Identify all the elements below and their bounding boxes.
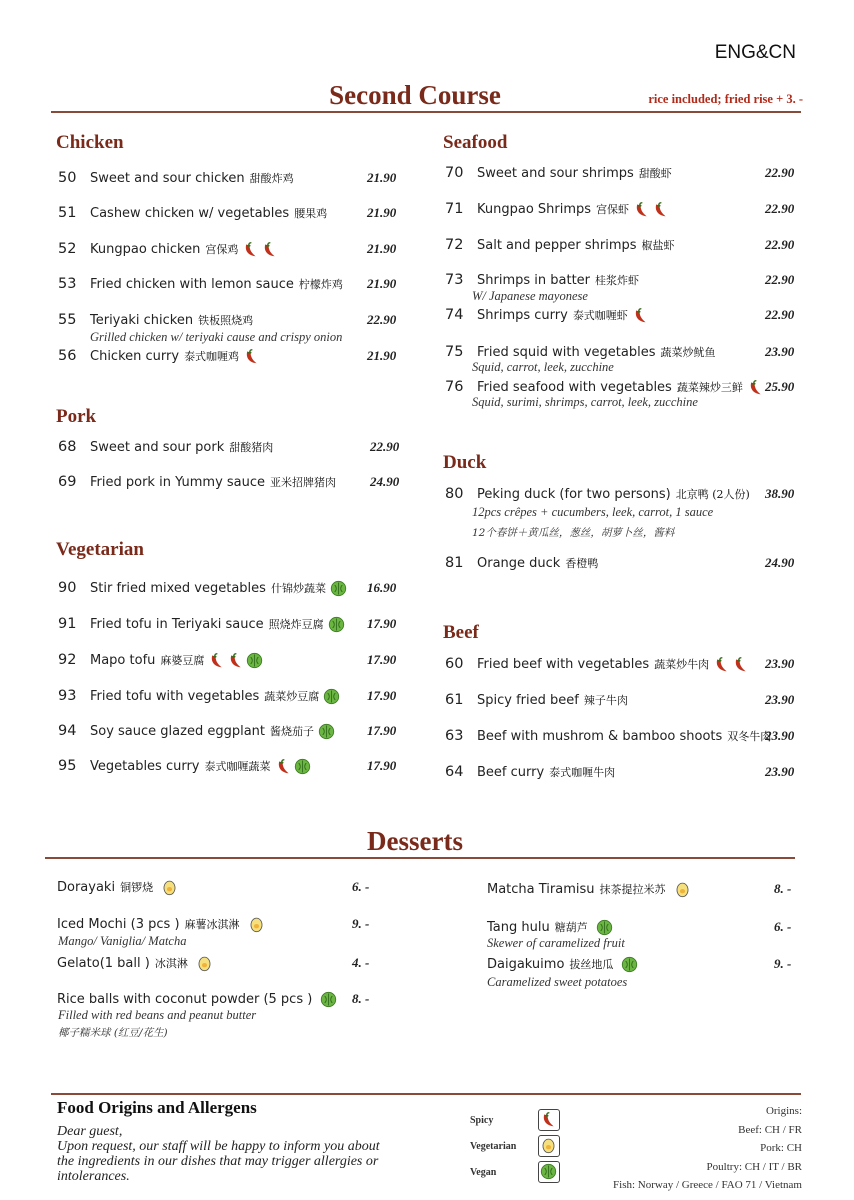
page-title: Second Course	[329, 80, 501, 110]
item-price: 21.90	[367, 241, 397, 256]
item-number: 81	[445, 555, 464, 571]
dessert-name: Tang hulu	[487, 919, 550, 935]
item-icons	[208, 652, 263, 669]
item-price: 17.90	[367, 688, 397, 703]
item-name-cn: 香橙鸭	[565, 557, 599, 570]
item-number: 91	[58, 616, 77, 632]
item-price: 23.90	[765, 728, 795, 743]
language-label: ENG&CN	[714, 42, 796, 63]
chili-icon	[208, 652, 225, 669]
item-price: 38.90	[765, 486, 795, 501]
item-name: Stir fried mixed vegetables	[90, 580, 266, 596]
item-price: 21.90	[367, 205, 397, 220]
notice-line-1: Dear guest,	[57, 1124, 123, 1139]
menu-item	[445, 162, 672, 184]
daigakuimo-description: Caramelized sweet potatoes	[487, 975, 628, 989]
item-name: Shrimps curry	[477, 307, 568, 323]
item-name-cn: 泰式咖喱虾	[572, 309, 628, 322]
menu-item	[58, 167, 294, 189]
menu-item	[58, 202, 327, 224]
leaf-icon	[540, 1163, 557, 1180]
item-name-cn: 蔬菜炒豆腐	[264, 690, 320, 703]
leaf-icon	[328, 616, 345, 633]
category-vegetarian: Vegetarian	[56, 539, 144, 560]
menu-item	[58, 685, 340, 707]
item-icons	[632, 307, 649, 324]
item-name-cn: 甜酸炸鸡	[249, 172, 294, 185]
dessert-name: Iced Mochi (3 pcs )	[57, 916, 180, 932]
item-number: 53	[58, 276, 77, 292]
notice-line-4: intolerances.	[57, 1169, 130, 1184]
leaf-icon	[320, 991, 337, 1008]
dessert-name-cn: 冰淇淋	[154, 957, 188, 970]
item-price: 22.90	[367, 312, 397, 327]
item-price: 23.90	[765, 656, 795, 671]
item-name-cn: 泰式咖喱蔬菜	[204, 760, 271, 773]
item-80-description-cn: 12个春饼＋黄瓜丝，葱丝，胡萝卜丝，酱料	[472, 527, 675, 539]
item-name-cn: 泰式咖喱鸡	[184, 350, 240, 363]
item-price: 17.90	[367, 758, 397, 773]
item-name: Peking duck (for two persons)	[477, 486, 671, 502]
item-icons	[242, 241, 278, 258]
item-name: Fried chicken with lemon sauce	[90, 276, 294, 292]
dessert-icons	[248, 916, 265, 933]
dessert-name-cn: 铜锣烧	[120, 881, 154, 894]
item-price: 22.90	[370, 439, 400, 454]
dessert-name-cn: 拔丝地瓜	[569, 958, 614, 971]
leaf-icon	[318, 723, 335, 740]
category-beef: Beef	[443, 622, 479, 643]
title-divider	[51, 111, 801, 113]
category-pork: Pork	[56, 406, 97, 427]
item-name-cn: 宫保鸡	[205, 243, 239, 256]
item-number: 90	[58, 580, 77, 596]
item-price: 23.90	[765, 692, 795, 707]
item-number: 72	[445, 237, 464, 253]
dessert-icons	[320, 991, 337, 1008]
item-name: Fried seafood with vegetables	[477, 379, 672, 395]
item-price: 23.90	[765, 764, 795, 779]
leaf-icon	[596, 919, 613, 936]
desserts-title: Desserts	[367, 826, 463, 856]
item-icons	[328, 616, 345, 633]
dessert-item	[487, 953, 638, 975]
item-name-cn: 桂浆炸虾	[595, 274, 640, 287]
item-number: 51	[58, 205, 77, 221]
item-icons	[318, 723, 335, 740]
chili-icon	[275, 758, 292, 775]
item-name-cn: 柠檬炸鸡	[298, 278, 343, 291]
dessert-price: 6. -	[352, 879, 370, 894]
category-chicken: Chicken	[56, 132, 124, 153]
notice-line-3: the ingredients in our dishes that may trigger allergies or	[57, 1154, 379, 1169]
menu-item	[445, 234, 675, 256]
item-icons	[747, 379, 764, 396]
chili-icon	[632, 307, 649, 324]
item-name-cn: 蔬菜辣炒三鲜	[676, 381, 743, 394]
dessert-item	[57, 952, 213, 974]
item-name-cn: 麻婆豆腐	[160, 654, 205, 667]
origin-poultry: Poultry: CH / IT / BR	[706, 1160, 802, 1173]
item-name: Beef with mushrom & bamboo shoots	[477, 728, 723, 744]
legend-vegetarian-label: Vegetarian	[470, 1141, 517, 1152]
item-number: 74	[445, 307, 464, 323]
origin-beef: Beef: CH / FR	[738, 1123, 802, 1136]
item-name-cn: 什锦炒蔬菜	[270, 582, 326, 595]
egg-icon	[161, 879, 178, 896]
item-price: 22.90	[765, 272, 795, 287]
item-name-cn: 蔬菜炒牛肉	[654, 658, 710, 671]
legend-spicy-box	[538, 1109, 560, 1131]
chili-icon	[261, 241, 278, 258]
chili-icon	[652, 201, 669, 218]
item-name-cn: 蔬菜炒鱿鱼	[660, 346, 716, 359]
dessert-item	[487, 878, 691, 900]
item-number: 56	[58, 348, 77, 364]
item-name: Sweet and sour pork	[90, 439, 225, 455]
item-price: 22.90	[765, 201, 795, 216]
item-price: 21.90	[367, 276, 397, 291]
dessert-price: 9. -	[352, 916, 370, 931]
leaf-icon	[246, 652, 263, 669]
dessert-item	[57, 876, 178, 898]
item-name: Kungpao chicken	[90, 241, 201, 257]
menu-item	[58, 273, 343, 295]
dessert-item	[57, 988, 337, 1010]
item-price: 17.90	[367, 652, 397, 667]
chili-icon	[243, 348, 260, 365]
item-name: Fried beef with vegetables	[477, 656, 650, 672]
item-name: Mapo tofu	[90, 652, 156, 668]
item-73-description: W/ Japanese mayonese	[472, 289, 588, 303]
menu-item	[58, 238, 278, 260]
chili-icon	[713, 656, 730, 673]
menu-item	[445, 269, 639, 291]
dessert-name-cn: 糖葫芦	[554, 921, 588, 934]
egg-icon	[196, 955, 213, 972]
item-55-description: Grilled chicken w/ teriyaki cause and crispy onion	[90, 330, 343, 344]
item-name: Fried squid with vegetables	[477, 344, 656, 360]
item-name: Fried tofu in Teriyaki sauce	[90, 616, 264, 632]
item-number: 95	[58, 758, 77, 774]
dessert-item	[57, 913, 265, 935]
dessert-price: 4. -	[352, 955, 370, 970]
menu-item	[445, 725, 771, 747]
leaf-icon	[294, 758, 311, 775]
item-price: 24.90	[370, 474, 400, 489]
item-number: 63	[445, 728, 464, 744]
dessert-price: 8. -	[774, 881, 792, 896]
item-name: Beef curry	[477, 764, 545, 780]
dessert-name: Rice balls with coconut powder (5 pcs )	[57, 991, 313, 1007]
item-number: 50	[58, 170, 77, 186]
menu-item	[58, 309, 253, 331]
rice-balls-description: Filled with red beans and peanut butter	[58, 1008, 257, 1022]
item-number: 52	[58, 241, 77, 257]
leaf-icon	[621, 956, 638, 973]
menu-item	[58, 345, 260, 367]
item-price: 25.90	[765, 379, 795, 394]
menu-item	[445, 552, 598, 574]
legend-vegan-label: Vegan	[470, 1167, 497, 1178]
item-name: Fried tofu with vegetables	[90, 688, 260, 704]
item-name: Fried pork in Yummy sauce	[90, 474, 266, 490]
item-name-cn: 亚米招牌猪肉	[270, 476, 337, 489]
category-seafood: Seafood	[443, 132, 508, 153]
dessert-icons	[596, 919, 613, 936]
item-name: Chicken curry	[90, 348, 180, 364]
item-name: Shrimps in batter	[477, 272, 591, 288]
dessert-name: Gelato(1 ball )	[57, 955, 150, 971]
egg-icon	[248, 916, 265, 933]
item-name-cn: 甜酸虾	[638, 167, 672, 180]
item-number: 60	[445, 656, 464, 672]
dessert-name-cn: 麻薯冰淇淋	[184, 918, 240, 931]
item-name-cn: 椒盐虾	[641, 239, 675, 252]
item-icons	[275, 758, 311, 775]
item-price: 24.90	[765, 555, 795, 570]
legend-vegetarian-box	[538, 1135, 560, 1157]
dessert-item	[487, 916, 613, 938]
egg-icon	[540, 1137, 557, 1154]
item-name: Sweet and sour chicken	[90, 170, 245, 186]
item-name-cn: 宫保虾	[596, 203, 630, 216]
item-name: Kungpao Shrimps	[477, 201, 592, 217]
rice-balls-description-cn: 椰子糯米球 (红豆/花生)	[58, 1027, 168, 1039]
dessert-name: Daigakuimo	[487, 956, 565, 972]
menu-item	[445, 198, 669, 220]
leaf-icon	[330, 580, 347, 597]
item-80-description: 12pcs crêpes + cucumbers, leek, carrot, 1 sauce	[472, 505, 714, 519]
legend-vegan-box	[538, 1161, 560, 1183]
item-number: 75	[445, 344, 464, 360]
item-name-cn: 双冬牛肉	[727, 730, 772, 743]
menu-item	[445, 483, 750, 505]
item-name-cn: 泰式咖喱牛肉	[549, 766, 616, 779]
desserts-divider	[45, 857, 795, 859]
menu-item	[58, 577, 347, 599]
item-name-cn: 甜酸猪肉	[229, 441, 274, 454]
item-name: Soy sauce glazed eggplant	[90, 723, 265, 739]
origins-block	[613, 1102, 802, 1195]
item-76-description: Squid, surimi, shrimps, carrot, leek, zucchine	[472, 395, 698, 409]
egg-icon	[674, 881, 691, 898]
item-price: 22.90	[765, 165, 795, 180]
chili-icon	[633, 201, 650, 218]
mochi-description: Mango/ Vaniglia/ Matcha	[58, 934, 187, 948]
item-number: 73	[445, 272, 464, 288]
item-name: Teriyaki chicken	[90, 312, 194, 328]
item-price: 22.90	[765, 237, 795, 252]
item-number: 92	[58, 652, 77, 668]
chili-icon	[540, 1111, 557, 1128]
dessert-icons	[161, 879, 178, 896]
item-name: Salt and pepper shrimps	[477, 237, 637, 253]
item-number: 80	[445, 486, 464, 502]
item-price: 17.90	[367, 723, 397, 738]
item-number: 93	[58, 688, 77, 704]
item-number: 69	[58, 474, 77, 490]
item-name-cn: 照烧炸豆腐	[268, 618, 324, 631]
item-icons	[633, 201, 669, 218]
dessert-price: 9. -	[774, 956, 792, 971]
category-duck: Duck	[443, 452, 487, 473]
origin-pork: Pork: CH	[760, 1142, 802, 1154]
item-number: 68	[58, 439, 77, 455]
item-name-cn: 北京鸭 (2人份)	[675, 488, 750, 501]
item-price: 23.90	[765, 344, 795, 359]
item-name: Spicy fried beef	[477, 692, 579, 708]
item-number: 61	[445, 692, 464, 708]
item-75-description: Squid, carrot, leek, zucchine	[472, 360, 614, 374]
item-price: 16.90	[367, 580, 397, 595]
item-price: 17.90	[367, 616, 397, 631]
item-name: Vegetables curry	[90, 758, 200, 774]
origins-title: Origins:	[765, 1105, 802, 1117]
chili-icon	[242, 241, 259, 258]
item-number: 70	[445, 165, 464, 181]
item-icons	[713, 656, 749, 673]
item-icons	[323, 688, 340, 705]
item-icons	[330, 580, 347, 597]
allergen-notice	[57, 1124, 380, 1184]
item-price: 22.90	[765, 307, 795, 322]
notice-line-2: Upon request, our staff will be happy to inform you about	[57, 1139, 380, 1154]
footer-title: Food Origins and Allergens	[57, 1098, 257, 1117]
dessert-name-cn: 抹茶提拉米苏	[599, 883, 666, 896]
menu-item	[58, 613, 345, 635]
dessert-name: Matcha Tiramisu	[487, 881, 595, 897]
footer-divider	[51, 1093, 801, 1095]
dessert-price: 6. -	[774, 919, 792, 934]
chili-icon	[227, 652, 244, 669]
origin-fish: Fish: Norway / Greece / FAO 71 / Vietnam	[613, 1179, 802, 1191]
chili-icon	[747, 379, 764, 396]
menu-item	[445, 653, 749, 675]
dessert-icons	[674, 881, 691, 898]
rice-note: rice included; fried rise + 3. -	[648, 92, 803, 106]
dessert-price: 8. -	[352, 991, 370, 1006]
menu-item	[58, 720, 335, 742]
tang-hulu-description: Skewer of caramelized fruit	[487, 936, 625, 950]
menu-item	[445, 689, 628, 711]
item-name-cn: 腰果鸡	[294, 207, 328, 220]
item-name: Orange duck	[477, 555, 561, 571]
item-number: 64	[445, 764, 464, 780]
item-name-cn: 酱烧茄子	[270, 725, 314, 738]
item-name-cn: 辣子牛肉	[583, 694, 628, 707]
leaf-icon	[323, 688, 340, 705]
item-number: 71	[445, 201, 464, 217]
item-icons	[243, 348, 260, 365]
item-name: Sweet and sour shrimps	[477, 165, 634, 181]
menu-item	[445, 304, 649, 326]
dessert-icons	[621, 956, 638, 973]
chili-icon	[732, 656, 749, 673]
menu-item	[58, 436, 273, 458]
item-number: 55	[58, 312, 77, 328]
dessert-icons	[196, 955, 213, 972]
menu-item	[58, 649, 263, 671]
item-name-cn: 铁板照烧鸡	[198, 314, 254, 327]
item-name: Cashew chicken w/ vegetables	[90, 205, 290, 221]
menu-item	[58, 471, 336, 493]
item-price: 21.90	[367, 170, 397, 185]
menu-item	[58, 755, 311, 777]
legend-spicy-label: Spicy	[470, 1115, 494, 1126]
item-price: 21.90	[367, 348, 397, 363]
item-number: 76	[445, 379, 464, 395]
menu-item	[445, 761, 615, 783]
item-number: 94	[58, 723, 77, 739]
dessert-name: Dorayaki	[57, 879, 116, 895]
